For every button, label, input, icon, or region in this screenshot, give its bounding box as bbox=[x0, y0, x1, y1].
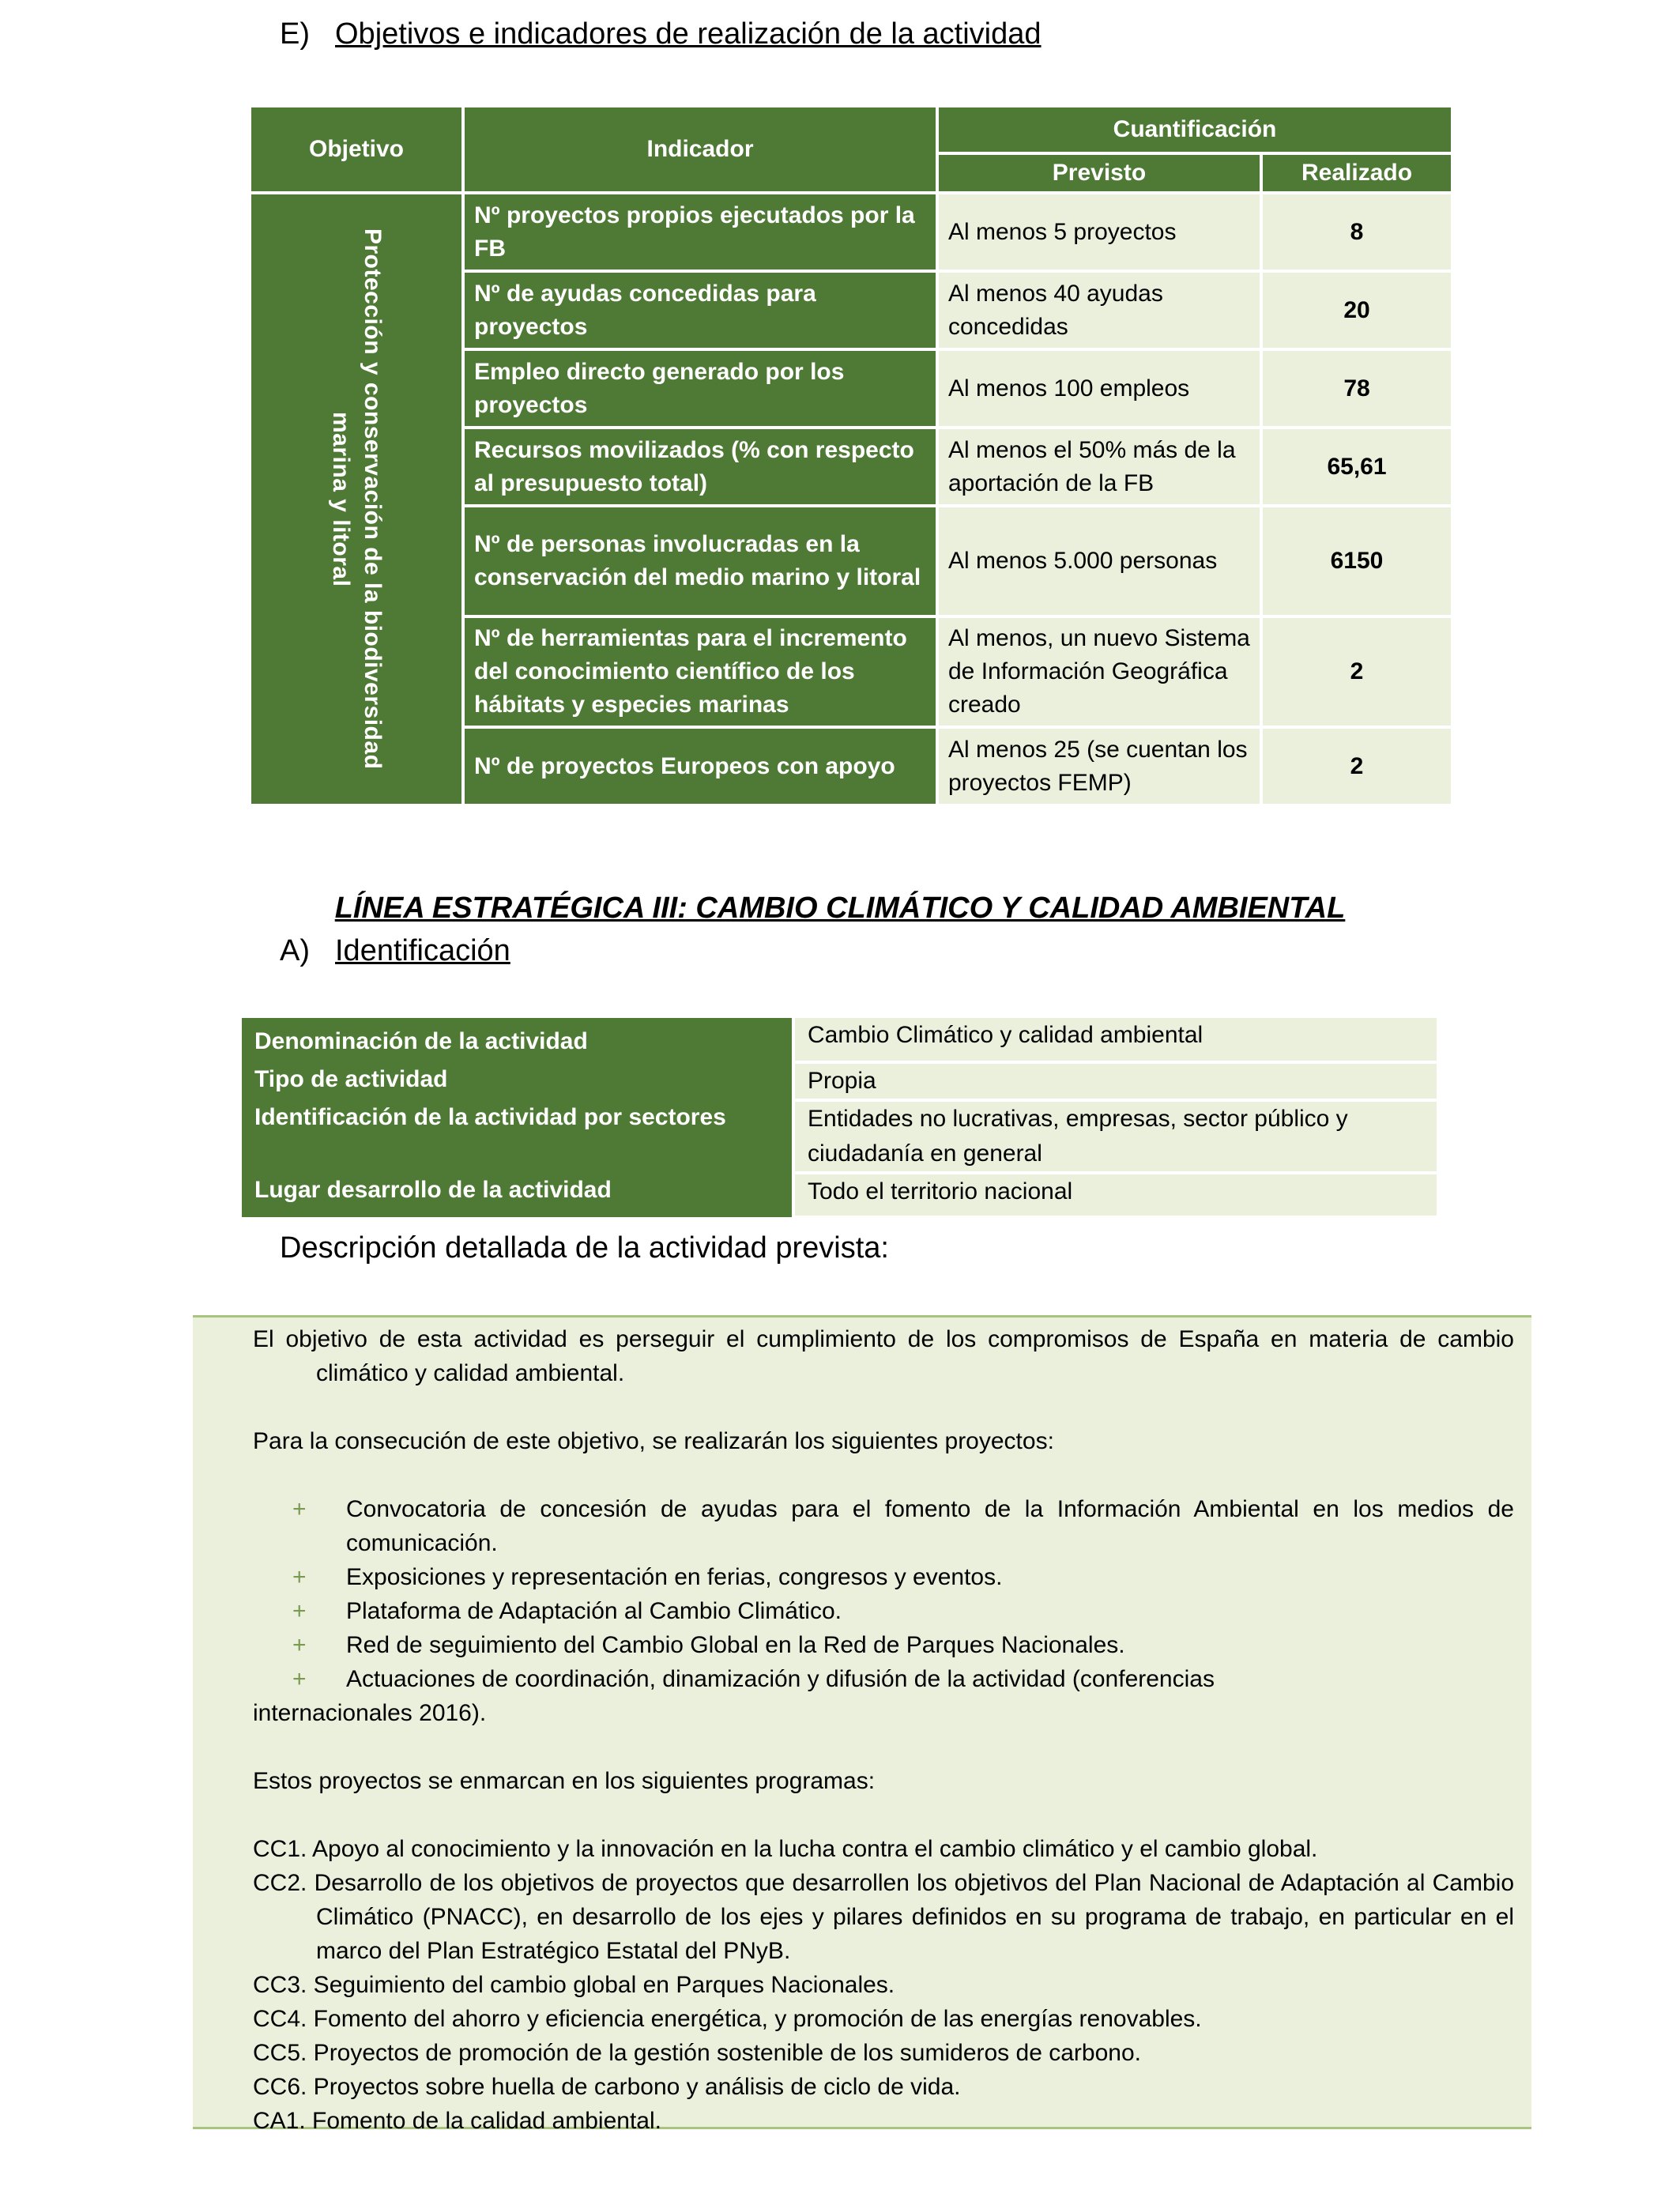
identification-key: Denominación de la actividad bbox=[242, 1018, 793, 1062]
plus-bullet-icon: + bbox=[292, 1496, 307, 1522]
project-text: Convocatoria de concesión de ayudas para el fomento de la Información Ambiental en los medios de comunicación. bbox=[346, 1496, 1514, 1556]
table-row bbox=[242, 1018, 1437, 1062]
section-a-heading bbox=[280, 934, 510, 968]
previsto-cell: Al menos 5 proyectos bbox=[937, 193, 1261, 271]
program-item: CC6. Proyectos sobre huella de carbono y análisis de ciclo de vida. bbox=[253, 2074, 961, 2100]
project-text: Red de seguimiento del Cambio Global en la Red de Parques Nacionales. bbox=[346, 1632, 1125, 1658]
identification-key: Lugar desarrollo de la actividad bbox=[242, 1173, 793, 1217]
description-heading: Descripción detallada de la actividad prevista: bbox=[280, 1231, 889, 1265]
identification-value: Todo el territorio nacional bbox=[793, 1173, 1437, 1217]
indicador-cell: Nº de proyectos Europeos con apoyo bbox=[463, 727, 937, 805]
previsto-cell: Al menos 40 ayudas concedidas bbox=[937, 271, 1261, 349]
previsto-cell: Al menos 25 (se cuentan los proyectos FEMP) bbox=[937, 727, 1261, 805]
realizado-cell: 2 bbox=[1261, 727, 1452, 805]
header-realizado: Realizado bbox=[1261, 153, 1452, 193]
linea-estrategica-title: LÍNEA ESTRATÉGICA III: CAMBIO CLIMÁTICO Y CALIDAD AMBIENTAL bbox=[334, 892, 1346, 925]
indicador-cell: Nº proyectos propios ejecutados por la FB bbox=[463, 193, 937, 271]
previsto-cell: Al menos 100 empleos bbox=[937, 349, 1261, 428]
project-text: Actuaciones de coordinación, dinamización y difusión de la actividad (conferencias internacionales 2016). bbox=[253, 1666, 1215, 1726]
indicador-cell: Nº de herramientas para el incremento del conocimiento científico de los hábitats y especies marinas bbox=[463, 616, 937, 727]
realizado-cell: 2 bbox=[1261, 616, 1452, 727]
program-item: CC4. Fomento del ahorro y eficiencia energética, y promoción de las energías renovables. bbox=[253, 2006, 1202, 2032]
header-cuantificacion: Cuantificación bbox=[937, 106, 1452, 153]
section-a-letter: A) bbox=[280, 934, 310, 967]
identification-value: Cambio Climático y calidad ambiental bbox=[793, 1018, 1437, 1062]
realizado-cell: 78 bbox=[1261, 349, 1452, 428]
objectives-table bbox=[248, 104, 1454, 807]
realizado-cell: 8 bbox=[1261, 193, 1452, 271]
previsto-cell: Al menos el 50% más de la aportación de la FB bbox=[937, 428, 1261, 506]
table-row bbox=[242, 1062, 1437, 1100]
plus-bullet-icon: + bbox=[292, 1598, 307, 1624]
identification-key: Identificación de la actividad por sectores bbox=[242, 1100, 793, 1173]
project-item bbox=[253, 1628, 1514, 1662]
section-e-letter: E) bbox=[280, 17, 310, 51]
header-previsto: Previsto bbox=[937, 153, 1261, 193]
objective-cell bbox=[250, 193, 463, 805]
table-row bbox=[242, 1100, 1437, 1173]
identification-value: Propia bbox=[793, 1062, 1437, 1100]
description-box bbox=[193, 1315, 1531, 2134]
realizado-cell: 6150 bbox=[1261, 506, 1452, 616]
program-item: CC2. Desarrollo de los objetivos de proyectos que desarrollen los objetivos del Plan Nacional de Adaptación al Cambio Climático (PNACC), en desarrollo de los ejes y pilares definidos en su programa de trabajo, en particular en el marco del Plan Estratégico Estatal del PNyB. bbox=[253, 1870, 1514, 1964]
program-item: CC1. Apoyo al conocimiento y la innovación en la lucha contra el cambio climático y el cambio global. bbox=[253, 1836, 1318, 1862]
identification-table bbox=[242, 1018, 1437, 1219]
section-e-title: Objetivos e indicadores de realización de la actividad bbox=[335, 17, 1042, 51]
project-item bbox=[253, 1662, 1514, 1730]
header-objetivo: Objetivo bbox=[250, 106, 463, 193]
project-item bbox=[253, 1560, 1514, 1594]
project-text: Exposiciones y representación en ferias, congresos y eventos. bbox=[346, 1564, 1003, 1590]
programs-intro: Estos proyectos se enmarcan en los siguientes programas: bbox=[253, 1768, 876, 1794]
previsto-cell: Al menos, un nuevo Sistema de Información Geográfica creado bbox=[937, 616, 1261, 727]
program-item: CC3. Seguimiento del cambio global en Parques Nacionales. bbox=[253, 1972, 895, 1998]
plus-bullet-icon: + bbox=[292, 1632, 307, 1658]
objective-text: Protección y conservación de la biodiversidad marina y litoral bbox=[328, 228, 386, 770]
realizado-cell: 20 bbox=[1261, 271, 1452, 349]
previsto-cell: Al menos 5.000 personas bbox=[937, 506, 1261, 616]
plus-bullet-icon: + bbox=[292, 1666, 307, 1692]
identification-value: Entidades no lucrativas, empresas, sector público y ciudadanía en general bbox=[793, 1100, 1437, 1173]
project-text: Plataforma de Adaptación al Cambio Climático. bbox=[346, 1598, 842, 1624]
realizado-cell: 65,61 bbox=[1261, 428, 1452, 506]
indicador-cell: Empleo directo generado por los proyectos bbox=[463, 349, 937, 428]
description-intro: El objetivo de esta actividad es perseguir el cumplimiento de los compromisos de España en materia de cambio climático y calidad ambiental. bbox=[253, 1326, 1514, 1386]
plus-bullet-icon: + bbox=[292, 1564, 307, 1590]
program-item: CA1. Fomento de la calidad ambiental. bbox=[253, 2108, 661, 2134]
indicador-cell: Recursos movilizados (% con respecto al presupuesto total) bbox=[463, 428, 937, 506]
project-item bbox=[253, 1492, 1514, 1560]
indicador-cell: Nº de personas involucradas en la conservación del medio marino y litoral bbox=[463, 506, 937, 616]
projects-intro: Para la consecución de este objetivo, se realizarán los siguientes proyectos: bbox=[253, 1428, 1054, 1454]
section-a-title: Identificación bbox=[335, 934, 510, 967]
header-indicador: Indicador bbox=[463, 106, 937, 193]
indicador-cell: Nº de ayudas concedidas para proyectos bbox=[463, 271, 937, 349]
table-row bbox=[250, 193, 1452, 271]
program-item: CC5. Proyectos de promoción de la gestión sostenible de los sumideros de carbono. bbox=[253, 2040, 1141, 2066]
section-e-heading bbox=[280, 17, 1042, 51]
table-row bbox=[242, 1173, 1437, 1217]
project-item bbox=[253, 1594, 1514, 1628]
identification-key: Tipo de actividad bbox=[242, 1062, 793, 1100]
